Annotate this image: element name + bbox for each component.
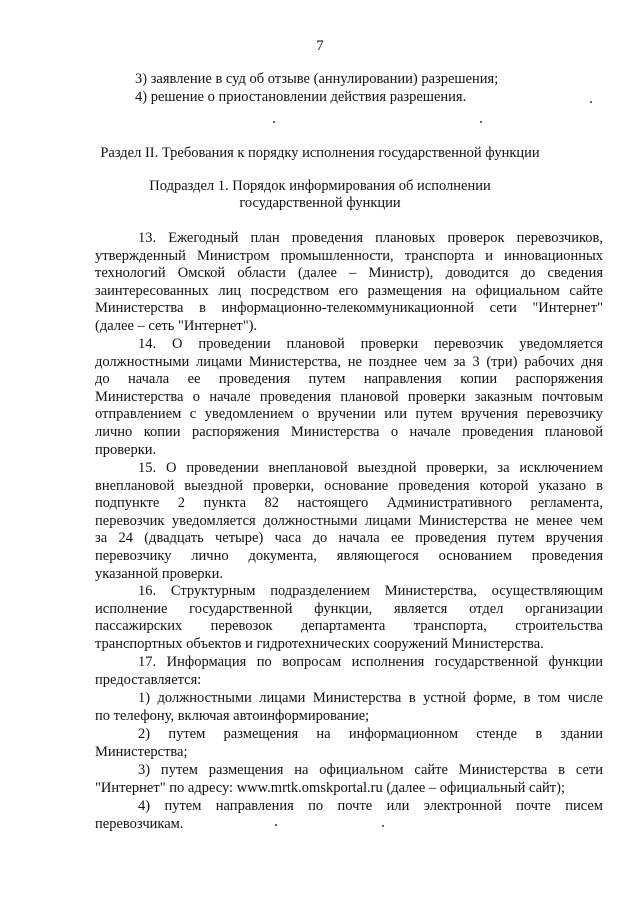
subitem-2 [95, 726, 603, 761]
paragraph-13 [95, 230, 603, 336]
paragraph-15 [95, 460, 603, 583]
paragraph-line: Министерства в информационно-телекоммуникационной сети "Интернет" [95, 300, 603, 317]
paragraph-line: заинтересованных лиц посредством его размещения на официальном сайте [95, 282, 603, 299]
paragraph-line: 17. Информация по вопросам исполнения государственной функции [138, 654, 603, 670]
page-number: 7 [316, 38, 324, 54]
scan-speck [382, 825, 384, 827]
paragraph-line: 16. Структурным подразделением Министерства, осуществляющим [138, 583, 603, 599]
paragraph-line: "Интернет" по адресу: www.mrtk.omskportal.ru (далее – официальный сайт); [95, 779, 565, 796]
subsection-title-line: государственной функции [239, 195, 401, 211]
paragraph-line: по телефону, включая автоинформирование; [95, 707, 370, 724]
paragraph-16 [95, 583, 603, 653]
paragraph-14 [95, 336, 603, 459]
paragraph-line: 15. О проведении внеплановой выездной проверки, за исключением [138, 460, 603, 476]
paragraph-line: (далее – сеть "Интернет"). [95, 317, 258, 334]
paragraph-line: лично копии распоряжения Министерства о начале проведения плановой [95, 423, 603, 440]
scan-speck [590, 101, 592, 103]
paragraph-line: утвержденный Министром промышленности, транспорта и инновационных [95, 247, 603, 264]
section-title: Раздел II. Требования к порядку исполнения государственной функции [100, 145, 540, 161]
paragraph-line: проверки. [95, 441, 157, 458]
paragraph-line: 13. Ежегодный план проведения плановых проверок перевозчиков, [138, 230, 603, 246]
subsection-title-line: Подраздел 1. Порядок информирования об исполнении [149, 178, 491, 194]
paragraph-line: внеплановой выездной проверки, основание проведения которой указано в [95, 477, 603, 494]
scan-speck [275, 824, 277, 826]
paragraph-line: указанной проверки. [95, 565, 223, 582]
list-item: 3) заявление в суд об отзыве (аннулировании) разрешения; [135, 71, 499, 87]
subitem-4 [95, 798, 603, 833]
paragraph-line: Министерства; [95, 743, 188, 760]
paragraph-line: до начала ее проведения путем направления копии распоряжения [95, 371, 603, 388]
paragraph-line: 14. О проведении плановой проверки перевозчик уведомляется [138, 336, 603, 352]
paragraph-line: исполнение государственной функции, является отдел организации [95, 600, 603, 617]
paragraph-line: Министерства о начале проведения плановой проверки заказным почтовым [95, 388, 603, 405]
paragraph-line: 2) путем размещения на информационном стенде в здании [138, 726, 603, 742]
list-block-top [95, 71, 603, 106]
paragraph-line: должностными лицами Министерства, не позднее чем за 3 (три) рабочих дня [95, 353, 603, 370]
subitem-1 [95, 690, 603, 725]
paragraph-line: транспортных объектов и гидротехнических сооружений Министерства. [95, 635, 544, 652]
list-item: 4) решение о приостановлении действия разрешения. [135, 88, 467, 105]
paragraph-line: предоставляется: [95, 671, 202, 688]
paragraph-line: перевозчикам. [95, 815, 184, 832]
paragraph-line: 3) путем размещения на официальном сайте Министерства в сети [138, 762, 603, 778]
paragraph-line: подпункте 2 пункта 82 настоящего Административного регламента, [95, 495, 603, 512]
paragraph-line: за 24 (двадцать четыре) часа до начала ее проведения путем вручения [95, 530, 603, 547]
paragraph-line: перевозчик уведомляется должностными лицами Министерства не менее чем [95, 512, 603, 529]
paragraph-17 [95, 654, 603, 689]
paragraph-line: 1) должностными лицами Министерства в устной форме, в том числе [138, 690, 603, 706]
scan-speck [273, 121, 275, 123]
paragraph-line: отправлением с уведомлением о вручении или путем вручения перевозчику [95, 406, 603, 423]
paragraph-line: 4) путем направления по почте или электронной почте писем [138, 798, 603, 814]
paragraph-line: технологий Омской области (далее – Министр), доводится до сведения [95, 265, 603, 282]
paragraph-line: пассажирских перевозок департамента транспорта, строительства [95, 618, 603, 635]
scan-speck [480, 121, 482, 123]
paragraph-line: перевозчику лично документа, являющегося основанием проведения [95, 547, 603, 564]
subitem-3 [95, 762, 603, 797]
